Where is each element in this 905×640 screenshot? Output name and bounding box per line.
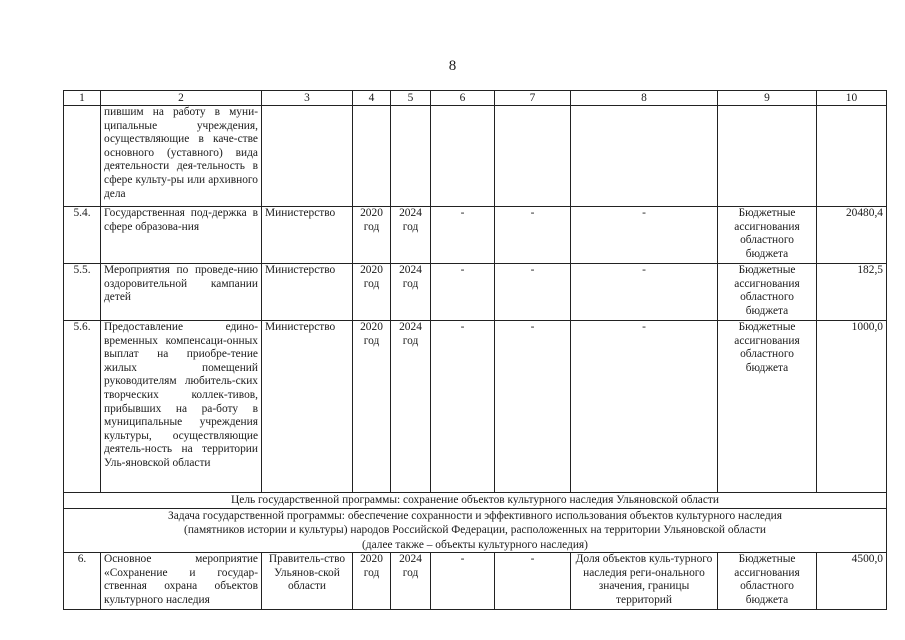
col-7-value: - — [495, 321, 571, 493]
end-year: 2024 год — [391, 553, 431, 610]
col-7-value: - — [495, 207, 571, 264]
funding-source: Бюджетные ассигнования областного бюджета — [718, 264, 817, 321]
executor: Министерство — [262, 207, 353, 264]
col-6-value — [431, 106, 495, 207]
funding-amount: 1000,0 — [817, 321, 887, 493]
executor: Министерство — [262, 321, 353, 493]
executor: Правитель-ство Ульянов-ской области — [262, 553, 353, 610]
row-number: 6. — [64, 553, 101, 610]
program-task-row — [64, 508, 887, 553]
row-number — [64, 106, 101, 207]
end-year: 2024 год — [391, 264, 431, 321]
col-6-value: - — [431, 264, 495, 321]
program-goal-row — [64, 493, 887, 509]
page-number: 8 — [448, 58, 457, 74]
col-7-value — [495, 106, 571, 207]
col-header-3: 3 — [262, 91, 353, 106]
col-7-value: - — [495, 264, 571, 321]
table-row-continuation — [64, 106, 887, 207]
end-year — [391, 106, 431, 207]
col-header-7: 7 — [495, 91, 571, 106]
measure-description: Мероприятия по проведе-нию оздоровительной кампании детей — [101, 264, 262, 321]
start-year: 2020 год — [353, 207, 391, 264]
row-number: 5.6. — [64, 321, 101, 493]
start-year: 2020 год — [353, 264, 391, 321]
end-year: 2024 год — [391, 207, 431, 264]
funding-amount — [817, 106, 887, 207]
measure-description: Государственная под-держка в сфере образова-ния — [101, 207, 262, 264]
indicator: Доля объектов куль-турного наследия реги-онального значения, границы территорий — [571, 553, 718, 610]
start-year: 2020 год — [353, 321, 391, 493]
col-6-value: - — [431, 321, 495, 493]
funding-source — [718, 106, 817, 207]
program-goal: Цель государственной программы: сохранение объектов культурного наследия Ульяновской области — [64, 493, 887, 509]
col-8-value: - — [571, 207, 718, 264]
col-header-5: 5 — [391, 91, 431, 106]
program-task-line-3: (далее также – объекты культурного наследия) — [362, 538, 588, 551]
end-year: 2024 год — [391, 321, 431, 493]
program-task — [64, 508, 887, 553]
funding-amount: 20480,4 — [817, 207, 887, 264]
col-6-value: - — [431, 207, 495, 264]
col-7-value: - — [495, 553, 571, 610]
measure-description: Основное мероприятие «Сохранение и государ-ственная охрана объектов культурного наследия — [101, 553, 262, 610]
start-year — [353, 106, 391, 207]
col-header-4: 4 — [353, 91, 391, 106]
col-header-9: 9 — [718, 91, 817, 106]
start-year: 2020 год — [353, 553, 391, 610]
col-6-value: - — [431, 553, 495, 610]
measure-description: пившим на работу в муни-ципальные учреждения, осуществляющие в каче-стве основного (уставного) вида деятельности дея-тельность в сфере культу-ры или архивного дела — [101, 106, 262, 207]
program-task-line-2: (памятников истории и культуры) народов Российской Федерации, расположенных на территории Ульяновской области — [184, 524, 766, 536]
column-number-header-row — [64, 91, 887, 106]
col-header-2: 2 — [101, 91, 262, 106]
row-number: 5.5. — [64, 264, 101, 321]
program-table — [63, 90, 887, 610]
col-header-1: 1 — [64, 91, 101, 106]
table-row-5-5 — [64, 264, 887, 321]
col-header-6: 6 — [431, 91, 495, 106]
col-header-8: 8 — [571, 91, 718, 106]
funding-amount: 4500,0 — [817, 553, 887, 610]
table-row-6 — [64, 553, 887, 610]
row-number: 5.4. — [64, 207, 101, 264]
executor: Министерство — [262, 264, 353, 321]
executor — [262, 106, 353, 207]
program-task-line-1: Задача государственной программы: обеспечение сохранности и эффективного использования объектов культурного наследия — [168, 509, 782, 522]
table-row-5-6 — [64, 321, 887, 493]
table-row-5-4 — [64, 207, 887, 264]
col-8-value: - — [571, 264, 718, 321]
col-8-value — [571, 106, 718, 207]
measure-description: Предоставление едино-временных компенсаци-онных выплат на приобре-тение жилых помещений руководителям любитель-ских творческих коллек-тивов, прибывших на ра-боту в муниципальные учреждения культуры, осуществляющие деятель-ность на территории Уль-яновской области — [101, 321, 262, 493]
funding-source: Бюджетные ассигнования областного бюджета — [718, 321, 817, 493]
col-8-value: - — [571, 321, 718, 493]
funding-source: Бюджетные ассигнования областного бюджета — [718, 553, 817, 610]
funding-amount: 182,5 — [817, 264, 887, 321]
col-header-10: 10 — [817, 91, 887, 106]
funding-source: Бюджетные ассигнования областного бюджета — [718, 207, 817, 264]
